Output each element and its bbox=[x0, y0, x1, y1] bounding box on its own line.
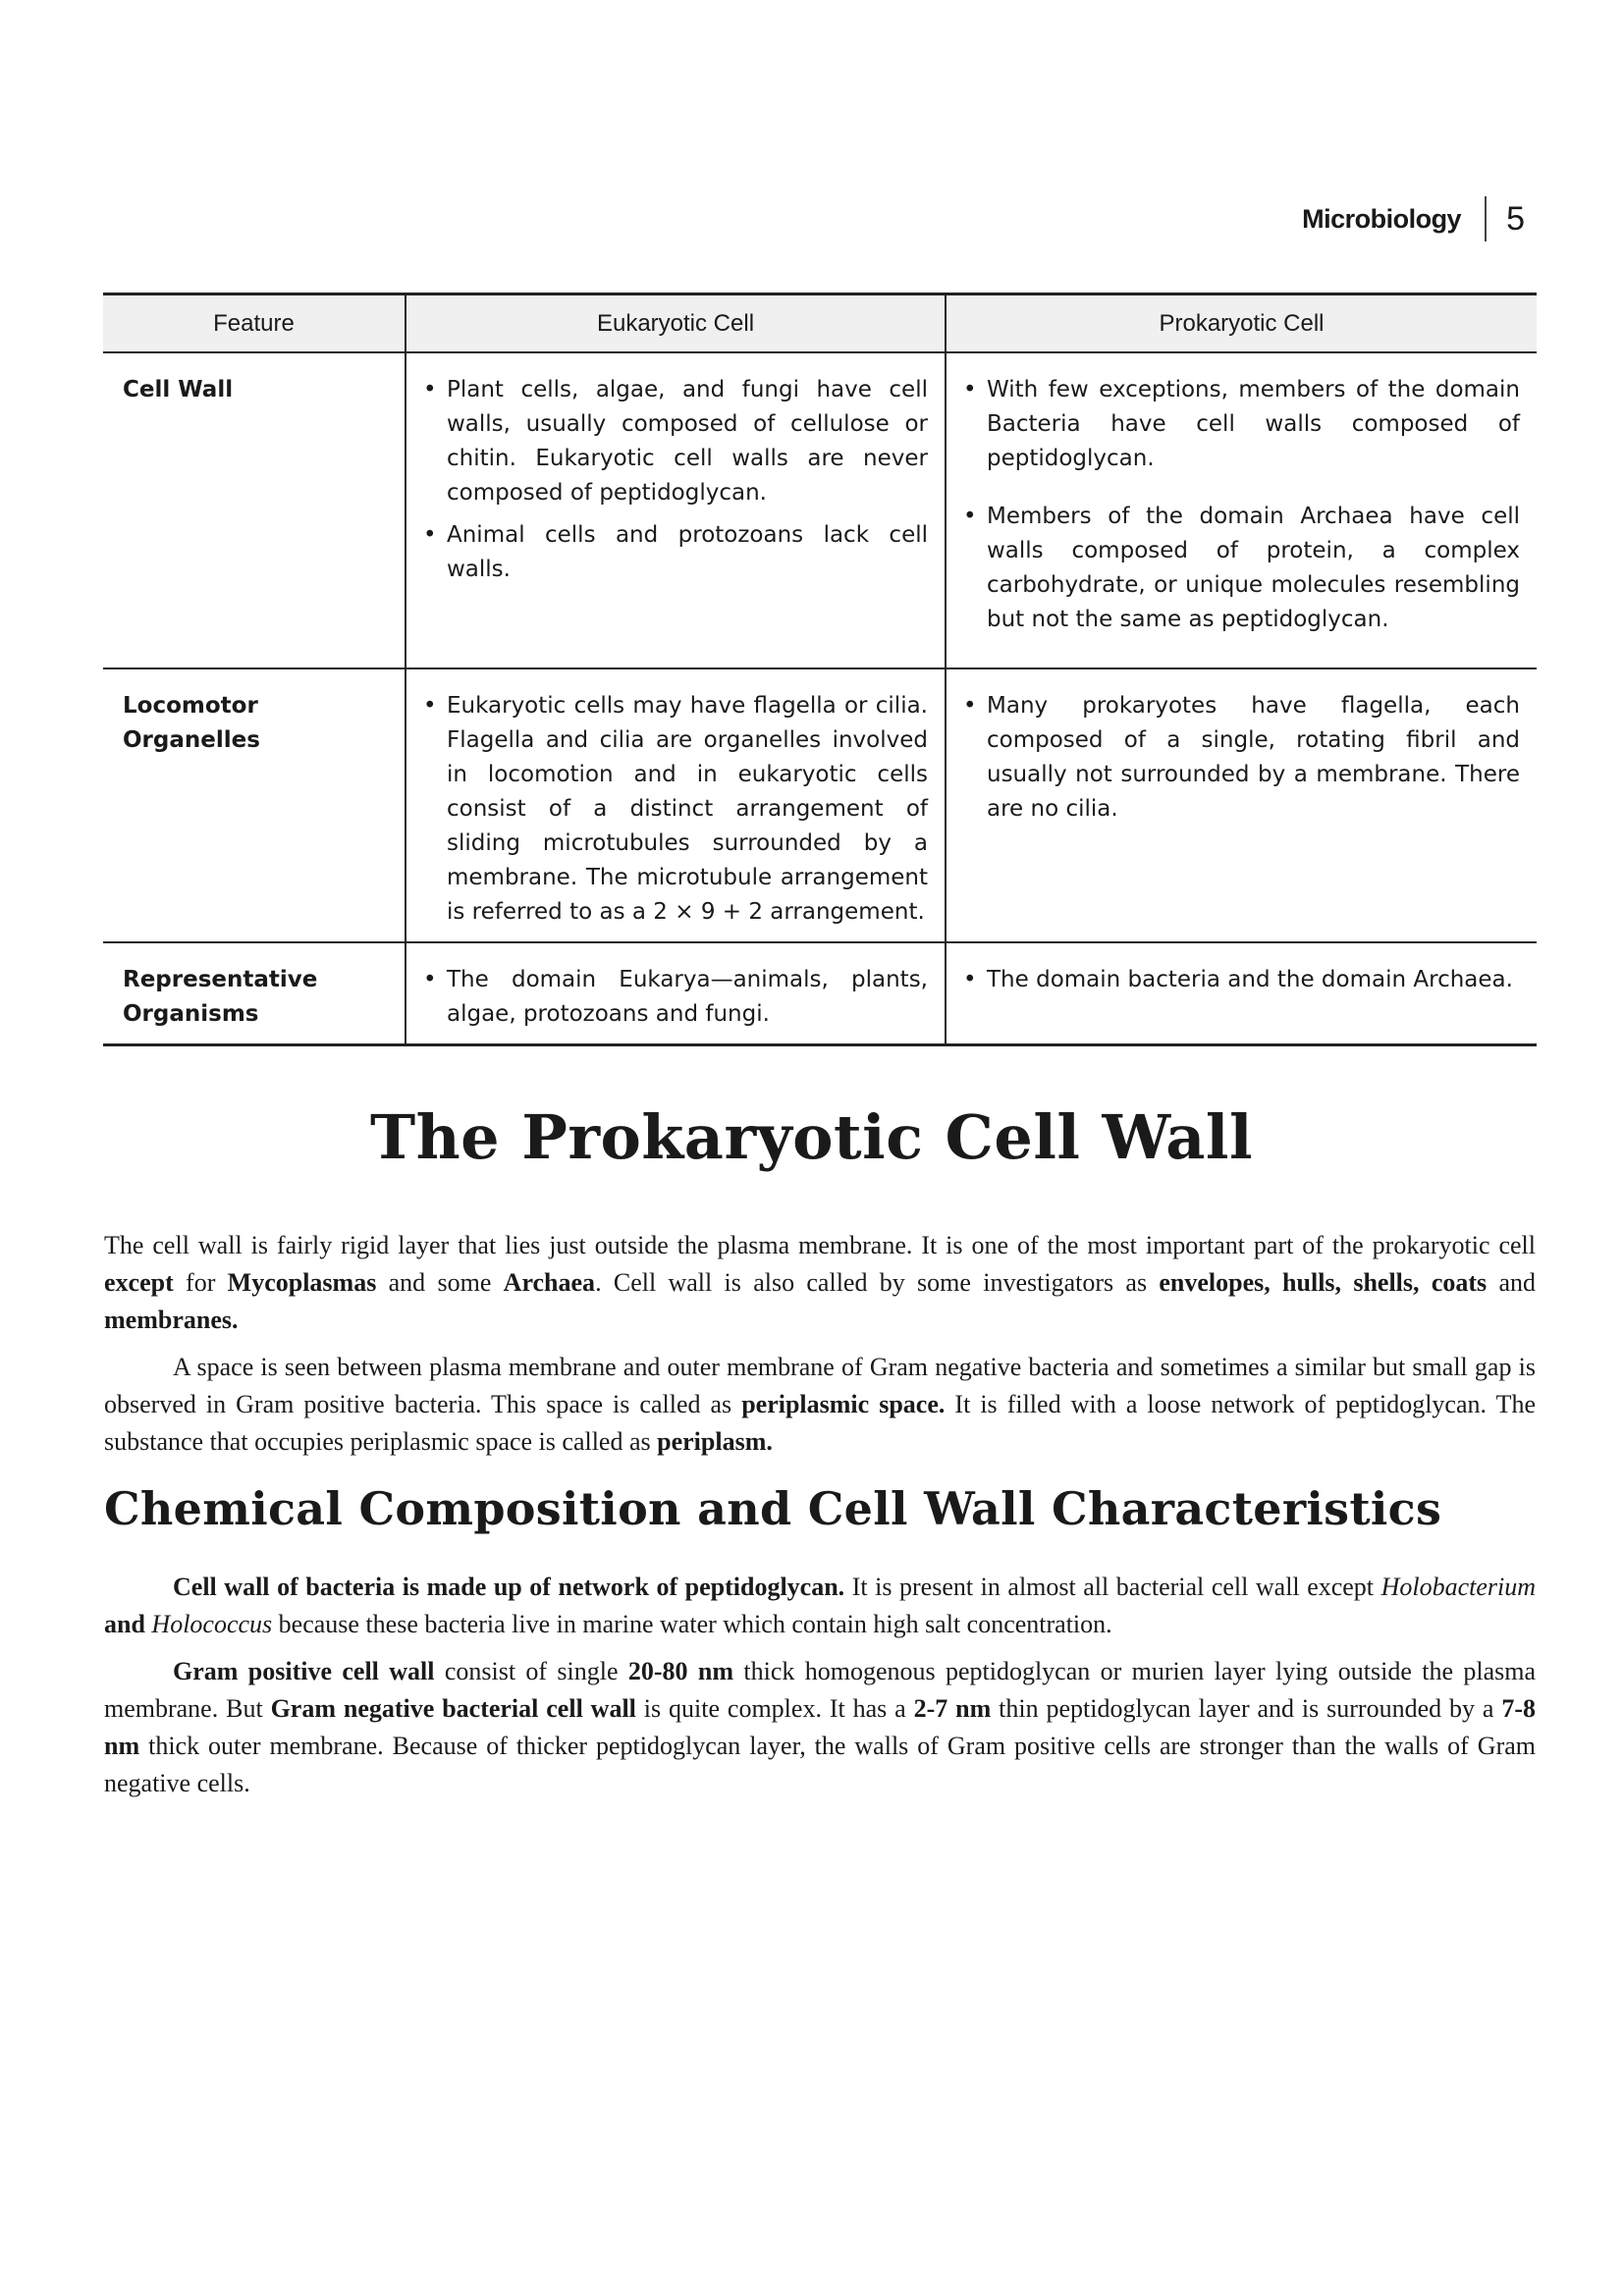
table-row bbox=[103, 942, 1537, 1045]
composition-paragraph-1: Cell wall of bacteria is made up of network of peptidoglycan. It is present in almost all bacterial cell wall except Holobacterium and Holococcus because these bacteria live in marine water which contain high salt concentration. bbox=[104, 1573, 1536, 1638]
feature-cell: Cell Wall bbox=[103, 352, 406, 668]
list-item: • With few exceptions, members of the domain Bacteria have cell walls composed of peptidoglycan. bbox=[963, 373, 1520, 476]
prokaryotic-cell bbox=[946, 942, 1537, 1045]
composition-paragraph-2: Gram positive cell wall consist of single 20-80 nm thick homogenous peptidoglycan or murien layer lying outside the plasma membrane. But Gram negative bacterial cell wall is quite complex. It has a 2-7 nm thin peptidoglycan layer and is surrounded by a 7-8 nm thick outer membrane. Because of thicker peptidoglycan layer, the walls of Gram positive cells are stronger than the walls of Gram negative cells. bbox=[104, 1657, 1537, 1797]
list-item: • The domain Eukarya—animals, plants, algae, protozoans and fungi. bbox=[423, 963, 928, 1032]
feature-cell: Representative Organisms bbox=[103, 942, 406, 1045]
eukaryotic-cell bbox=[406, 668, 946, 942]
list-item: • The domain bacteria and the domain Archaea. bbox=[963, 963, 1520, 997]
eukaryotic-cell bbox=[406, 352, 946, 668]
column-header-eukaryotic: Eukaryotic Cell bbox=[406, 294, 946, 353]
list-item: • Plant cells, algae, and fungi have cell walls, usually composed of cellulose or chitin. Eukaryotic cell walls are never composed of peptidoglycan. bbox=[423, 373, 928, 510]
list-item: • Members of the domain Archaea have cell walls composed of protein, a complex carbohydrate, or unique molecules resembling but not the same as peptidoglycan. bbox=[963, 500, 1520, 637]
composition-section bbox=[104, 1569, 1536, 1812]
section-title: Microbiology bbox=[1302, 203, 1462, 234]
list-item: • Many prokaryotes have flagella, each composed of a single, rotating fibril and usually not surrounded by a membrane. There are no cilia. bbox=[963, 689, 1520, 827]
header-divider bbox=[1485, 196, 1487, 241]
page-number: 5 bbox=[1506, 199, 1525, 238]
intro-paragraph-2: A space is seen between plasma membrane and outer membrane of Gram negative bacteria and sometimes a similar but small gap is observed in Gram positive bacteria. This space is called as periplasmic space. It is filled with a loose network of peptidoglycan. The substance that occupies periplasmic space is called as periplasm. bbox=[104, 1353, 1536, 1456]
table-row bbox=[103, 668, 1537, 942]
intro-section bbox=[104, 1227, 1536, 1470]
eukaryotic-cell bbox=[406, 942, 946, 1045]
prokaryotic-cell bbox=[946, 668, 1537, 942]
section-heading: Chemical Composition and Cell Wall Characteristics bbox=[104, 1482, 1442, 1535]
table-header-row bbox=[103, 294, 1537, 353]
intro-paragraph-1: The cell wall is fairly rigid layer that lies just outside the plasma membrane. It is one of the most important part of the prokaryotic cell except for Mycoplasmas and some Archaea. Cell wall is also called by some investigators as envelopes, hulls, shells, coats and membranes. bbox=[104, 1231, 1536, 1334]
column-header-prokaryotic: Prokaryotic Cell bbox=[946, 294, 1537, 353]
list-item: • Animal cells and protozoans lack cell walls. bbox=[423, 518, 928, 587]
feature-cell: Locomotor Organelles bbox=[103, 668, 406, 942]
table-row bbox=[103, 352, 1537, 668]
list-item: • Eukaryotic cells may have flagella or cilia. Flagella and cilia are organelles involved in locomotion and in eukaryotic cells consist of a distinct arrangement of sliding microtubules surrounded by a membrane. The microtubule arrangement is referred to as a 2 × 9 + 2 arrangement. bbox=[423, 689, 928, 930]
running-head bbox=[1302, 196, 1525, 241]
prokaryotic-cell bbox=[946, 352, 1537, 668]
column-header-feature: Feature bbox=[103, 294, 406, 353]
page-title: The Prokaryotic Cell Wall bbox=[369, 1101, 1254, 1173]
comparison-table bbox=[103, 293, 1537, 1046]
